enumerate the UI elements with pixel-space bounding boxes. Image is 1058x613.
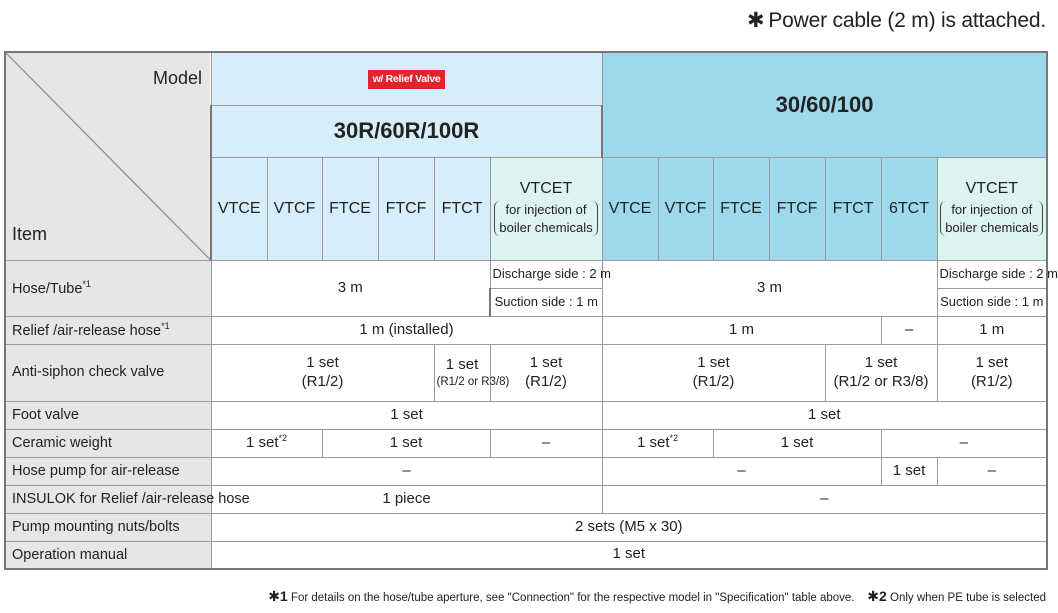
- cell: 1 set: [881, 457, 937, 485]
- cell: 2 sets (M5 x 30): [211, 513, 1047, 541]
- cell: 1 piece: [211, 485, 602, 513]
- model-std-ftce: FTCE: [713, 157, 769, 260]
- power-cable-note-text: Power cable (2 m) is attached.: [768, 9, 1046, 32]
- model-std-6tct: 6TCT: [881, 157, 937, 260]
- table-row: [5, 457, 1047, 485]
- cell: –: [881, 316, 937, 344]
- table-row: [5, 401, 1047, 429]
- header-corner: [5, 52, 211, 260]
- cell: 1 set: [322, 429, 490, 457]
- accessories-table: [4, 51, 1058, 570]
- footnote-2-text: Only when PE tube is selected: [890, 592, 1046, 604]
- cell: Discharge side : 2 m: [937, 260, 1047, 288]
- cell: 1 m: [937, 316, 1047, 344]
- table-row: [5, 485, 1047, 513]
- cell: –: [602, 457, 881, 485]
- cell: 1 set (R1/2): [490, 344, 602, 401]
- cell: –: [881, 429, 1047, 457]
- cell: 1 set: [602, 401, 1047, 429]
- table-row: [5, 316, 1047, 344]
- cell: 1 set (R1/2): [937, 344, 1047, 401]
- cell: –: [937, 457, 1047, 485]
- row-label-hose: Hose/Tube$^{*1}$: [5, 260, 211, 316]
- desc-line-1: for injection of: [505, 202, 587, 218]
- cell: –: [490, 429, 602, 457]
- model-std-vtcet-name: VTCET: [965, 180, 1019, 198]
- model-std-vtce: VTCE: [602, 157, 658, 260]
- cell: –: [211, 457, 602, 485]
- model-std-ftct: FTCT: [825, 157, 881, 260]
- row-label-manual: Operation manual: [5, 541, 211, 569]
- table-row: [5, 429, 1047, 457]
- desc-line-1: for injection of: [951, 202, 1033, 218]
- footnotes: [268, 588, 1046, 605]
- model-std-vtcet: [937, 157, 1047, 260]
- model-r-vtcf: VTCF: [267, 157, 322, 260]
- row-label-relief-hose: Relief /air-release hose$^{*1}$: [5, 316, 211, 344]
- cell: 1 m (installed): [211, 316, 602, 344]
- cell: Discharge side : 2 m: [490, 260, 602, 288]
- model-std-vtcet-desc: [940, 201, 1043, 236]
- desc-line-2: boiler chemicals: [499, 219, 593, 235]
- cell: 1 set: [211, 541, 1047, 569]
- model-r-ftct: FTCT: [434, 157, 490, 260]
- asterisk-icon: ✱: [746, 9, 765, 32]
- relief-valve-badge: w/ Relief Valve: [368, 70, 446, 89]
- model-r-ftcf: FTCF: [378, 157, 434, 260]
- relief-valve-cell: [211, 52, 602, 105]
- footnote-2-mark: ✱2: [867, 588, 887, 604]
- model-r-vtcet-name: VTCET: [519, 180, 573, 198]
- model-r-vtcet-desc: [494, 201, 597, 236]
- cell: 3 m: [602, 260, 937, 316]
- table-row: [5, 344, 1047, 401]
- table-row: [5, 541, 1047, 569]
- table-row: [5, 513, 1047, 541]
- model-r-ftce: FTCE: [322, 157, 378, 260]
- cell: 1 set (R1/2): [211, 344, 434, 401]
- model-label: Model: [152, 68, 202, 88]
- row-label-ceramic: Ceramic weight: [5, 429, 211, 457]
- row-label-nuts: Pump mounting nuts/bolts: [5, 513, 211, 541]
- cell: 3 m: [211, 260, 490, 316]
- row-label-foot-valve: Foot valve: [5, 401, 211, 429]
- cell: 1 set (R1/2 or R3/8): [434, 344, 490, 401]
- row-label-check-valve: Anti-siphon check valve: [5, 344, 211, 401]
- cell: 1 set$^{*2}$: [602, 429, 713, 457]
- group-r-title: 30R/60R/100R: [211, 105, 602, 157]
- group-std-title: 30/60/100: [602, 52, 1047, 157]
- item-label: Item: [12, 224, 48, 244]
- model-std-ftcf: FTCF: [769, 157, 825, 260]
- row-label-insulok: INSULOK for Relief /air-release hose: [5, 485, 211, 513]
- row-label-hose-pump: Hose pump for air-release: [5, 457, 211, 485]
- model-r-vtcet: [490, 157, 602, 260]
- footnote-1-text: For details on the hose/tube aperture, see "Connection" for the respective model in "Specification" table above.: [290, 592, 855, 604]
- model-r-vtce: VTCE: [211, 157, 267, 260]
- cell: 1 set: [713, 429, 881, 457]
- cell: Suction side : 1 m: [937, 288, 1047, 316]
- power-cable-note: [747, 8, 1046, 33]
- cell: 1 m: [602, 316, 881, 344]
- footnote-1-mark: ✱1: [268, 588, 288, 604]
- cell: 1 set: [211, 401, 602, 429]
- table-row: [5, 260, 1047, 288]
- desc-line-2: boiler chemicals: [945, 219, 1039, 235]
- cell: Suction side : 1 m: [490, 288, 602, 316]
- cell: 1 set$^{*2}$: [211, 429, 322, 457]
- cell: 1 set (R1/2 or R3/8): [825, 344, 937, 401]
- cell: –: [602, 485, 1047, 513]
- cell: 1 set (R1/2): [602, 344, 825, 401]
- model-std-vtcf: VTCF: [658, 157, 713, 260]
